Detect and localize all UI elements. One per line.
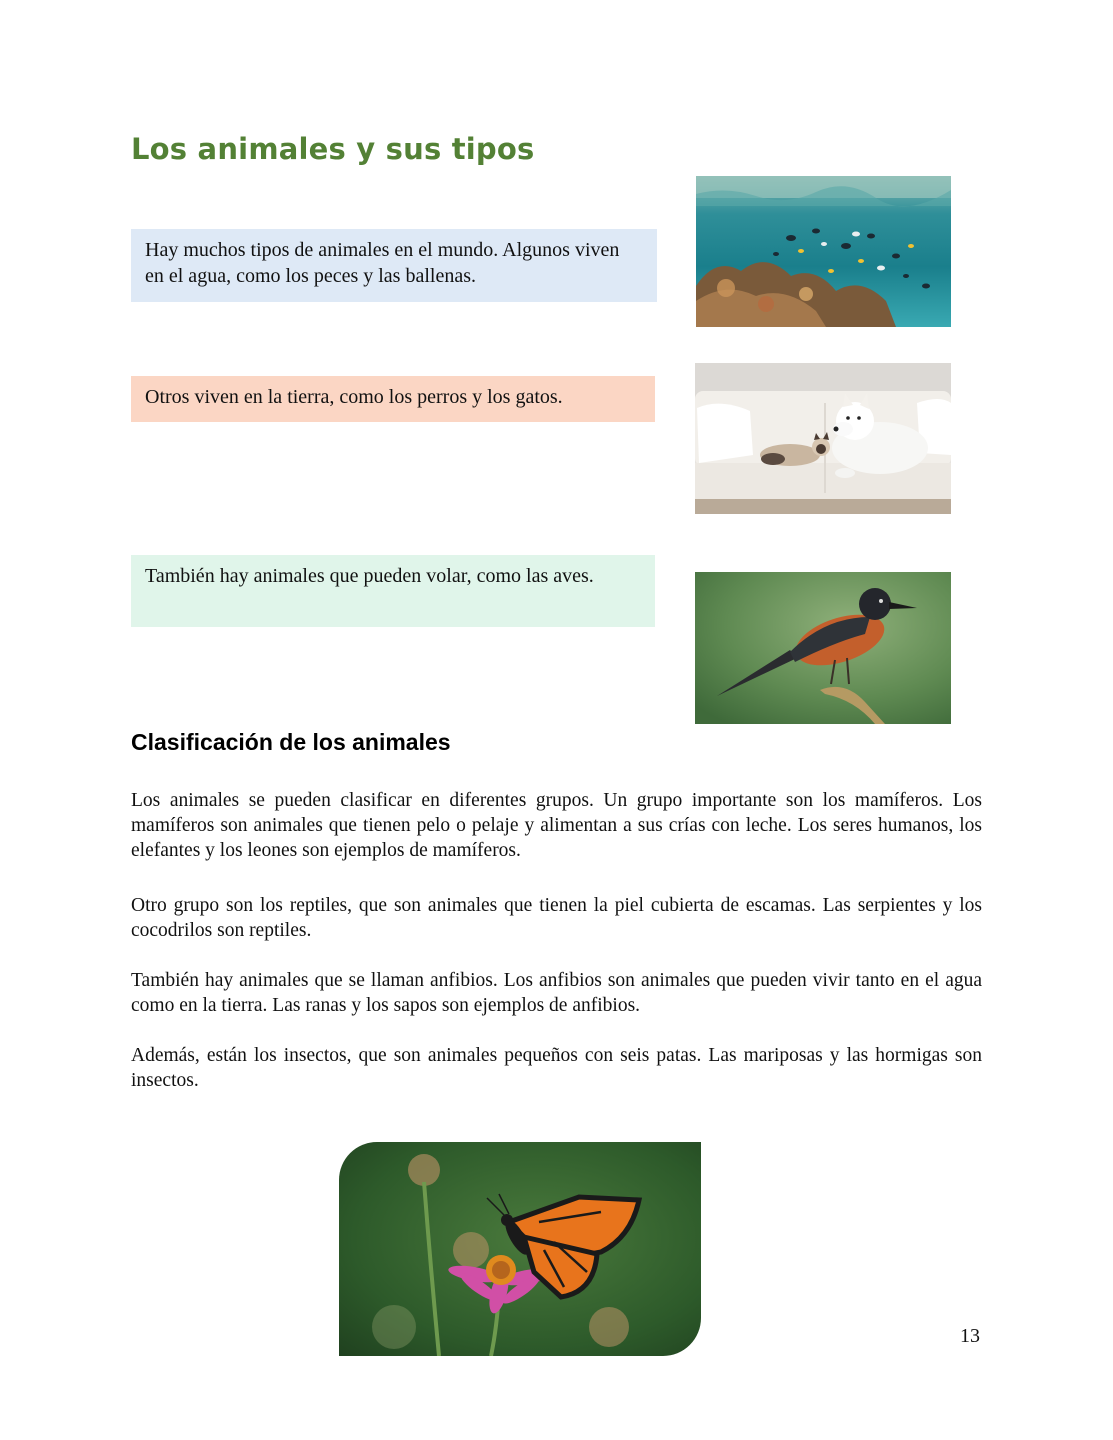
- text-box-air: También hay animales que pueden volar, como las aves.: [131, 555, 655, 627]
- paragraph-reptiles: Otro grupo son los reptiles, que son animales que tienen la piel cubierta de escamas. Las serpientes y los cocodrilos son reptiles.: [131, 895, 982, 941]
- text-box-water: Hay muchos tipos de animales en el mundo. Algunos viven en el agua, como los peces y las ballenas.: [131, 229, 657, 302]
- page-title: Los animales y sus tipos: [131, 132, 535, 166]
- paragraph-insects: Además, están los insectos, que son animales pequeños con seis patas. Las mariposas y las hormigas son insectos.: [131, 1045, 982, 1091]
- bird-image: [695, 572, 951, 724]
- page-number: 13: [960, 1325, 980, 1347]
- section-heading: Clasificación de los animales: [131, 729, 451, 755]
- butterfly-image: [339, 1142, 701, 1356]
- coral-reef-fish-image: [696, 176, 951, 327]
- paragraph-amphibians: También hay animales que se llaman anfibios. Los anfibios son animales que pueden vivir tanto en el agua como en la tierra. Las ranas y los sapos son ejemplos de anfibios.: [131, 970, 982, 1016]
- paragraph-mammals: Los animales se pueden clasificar en diferentes grupos. Un grupo importante son los mamíferos. Los mamíferos son animales que tienen pelo o pelaje y alimentan a sus crías con leche. Los seres humanos, los elefantes y los leones son ejemplos de mamíferos.: [131, 790, 982, 861]
- text-box-land: Otros viven en la tierra, como los perros y los gatos.: [131, 376, 655, 422]
- cat-and-dog-image: [695, 363, 951, 514]
